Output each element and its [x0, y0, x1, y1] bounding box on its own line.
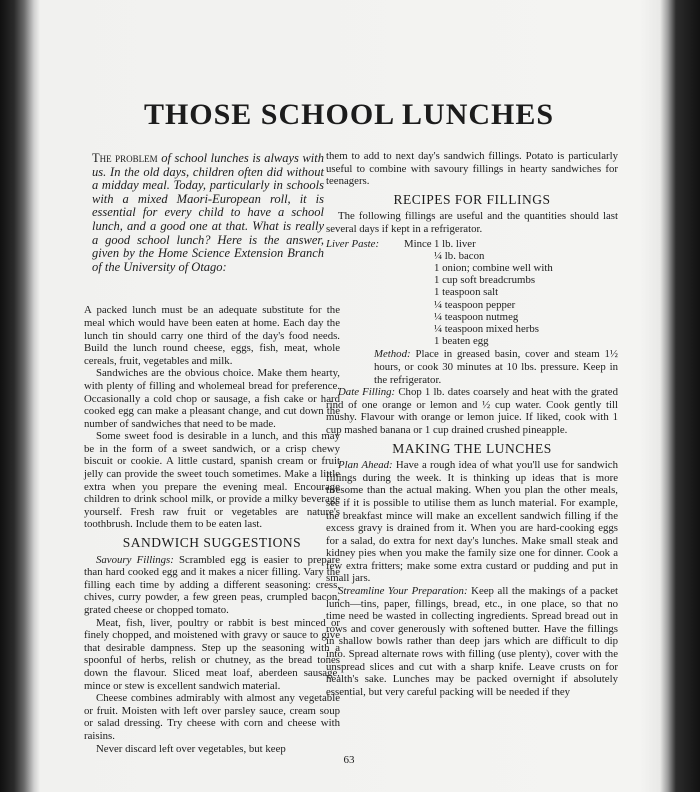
body-paragraph: Sandwiches are the obvious choice. Make them hearty, with plenty of filling and wholemeal bread for preference. Occasionally a cold chop or sausage, a fish cake or hard cooked egg can make a pleasant change, and cut down the number of sandwiches that need to be made.	[84, 367, 340, 430]
ingredient: 1 cup soft breadcrumbs	[434, 274, 536, 287]
heading-recipes-for-fillings: RECIPES FOR FILLINGS	[393, 191, 551, 207]
body-paragraph: A packed lunch must be an adequate substitute for the meal which would have been eaten at home. Each day the lunch tin should carry one third of the day's food needs. Build the lunch round cheese, eggs, fish, meat, whole cereals, fruit, vegetables and milk.	[84, 304, 340, 367]
date-filling-label: Date Filling:	[338, 386, 396, 399]
ingredient: ¼ lb. bacon	[434, 249, 485, 262]
streamline-label: Streamline Your Preparation:	[338, 585, 468, 598]
method-label: Method:	[374, 348, 411, 361]
page-number: 63	[343, 754, 355, 766]
body-paragraph: Meat, fish, liver, poultry or rabbit is best minced or finely chopped, and moistened with gravy or sauce to give that desirable dampness. Step up the seasoning with a spoonful of herbs, relish or chutney, as the bread tones down the flavour. Sliced meat loaf, aberdeen sausage, mince or stew is excellent sandwich material.	[84, 616, 340, 692]
savoury-paragraph	[84, 554, 340, 617]
fillings-intro: The following fillings are useful and the quantities should last several days if kept in a refrigerator.	[326, 210, 618, 235]
streamline-paragraph	[326, 585, 618, 698]
ingredient: ¼ teaspoon mixed herbs	[434, 322, 539, 335]
ingredient: 1 beaten egg	[434, 335, 489, 348]
body-paragraph: Never discard left over vegetables, but keep	[96, 742, 286, 755]
book-page	[34, 0, 664, 792]
body-paragraph: Some sweet food is desirable in a lunch, and this may be in the form of a sweet sandwich, or a crisp chewy biscuit or cookie. A little custard, spanish cream or fruit jelly can provide the sweet touch sometimes. Make a little extra when you prepare the evening meal. Encourage children to drink school milk, or provide a milky beverage yourself. Fresh raw fruit or vegetables are nature's toothbrush. Include them to be eaten last.	[84, 430, 340, 531]
ingredient: ¼ teaspoon nutmeg	[434, 310, 519, 323]
left-column	[84, 150, 340, 755]
heading-sandwich-suggestions: SANDWICH SUGGESTIONS	[122, 535, 302, 551]
body-paragraph: Cheese combines admirably with almost any vegetable or fruit. Moisten with left over parsley sauce, cream soup or salad dressing. Try cheese with corn and cheese with raisins.	[84, 692, 340, 742]
liver-paste-recipe	[326, 238, 618, 348]
savoury-label: Savoury Fillings:	[96, 553, 174, 566]
method-paragraph	[326, 348, 618, 386]
ingredient: ¼ teaspoon pepper	[434, 298, 516, 311]
plan-ahead-paragraph	[326, 459, 618, 585]
plan-ahead-text: Have a rough idea of what you'll use for sandwich fillings during the week. It is thinking up ideas that is more tiresome than the actual making. When you plan the other meals, see if it is possible to utilise them as lunch material. For example, the breakfast mince will make an excellent sandwich filling if the excess gravy is drained from it. When you are hard-cooking eggs for a salad, do extra for next day's lunches. Make small steak and kidney pies when you make the family size one for dinner. Cook a few extra fritters; make some extra custard or pudding and put in small jars.	[326, 459, 618, 585]
page-title: THOSE SCHOOL LUNCHES	[143, 98, 555, 131]
ingredient-list	[434, 238, 610, 348]
liver-paste-label: Liver Paste:	[326, 237, 380, 250]
ingredient: 1 onion; combine well with	[434, 261, 553, 274]
intro-lead: The problem	[92, 151, 158, 165]
right-column	[326, 150, 618, 698]
date-filling-text: Chop 1 lb. dates coarsely and heat with the grated rind of one orange or lemon and ½ cup water. Cook gently till mushy. Flavour with orange or lemon juice. If liked, cook with 1 cup mashed banana or 1 cup drained crushed pineapple.	[326, 386, 618, 436]
date-filling-paragraph	[326, 386, 618, 436]
heading-making-the-lunches: MAKING THE LUNCHES	[392, 440, 552, 456]
savoury-text: Scrambled egg is easier to prepare than hard cooked egg and it makes a nicer filling. Vary the filling each time by adding a different seasoning: cress, chives, curry powder, a few green peas, crumpled bacon, grated cheese or chopped tomato.	[84, 553, 340, 616]
mince-word: Mince	[404, 237, 432, 250]
streamline-text: Keep all the makings of a packet lunch—tins, paper, fillings, bread, etc., in one place, so that no time need be wasted in collecting ingredients. Spread bread out in rows and cover generously with softened butter. Have the fillings in shallow bowls rather than deep jars which are difficult to dip into. Spread alternate rows with filling (use plenty), cover with the unspread slices and cut with a sharp knife. Leave crusts on for health's sake. Lunches may be packed overnight if absolutely essential, but very careful packing will be needed if they	[326, 585, 619, 698]
plan-ahead-label: Plan Ahead:	[338, 459, 393, 472]
ingredient: 1 teaspoon salt	[434, 286, 499, 299]
intro-paragraph	[84, 152, 340, 274]
continued-paragraph: them to add to next day's sandwich fillings. Potato is particularly useful to combine with savoury fillings in hearty sandwiches for teenagers.	[326, 150, 618, 188]
ingredient: 1 lb. liver	[434, 237, 476, 250]
method-text: Place in greased basin, cover and steam 1½ hours, or cook 30 minutes at 10 lbs. pressure. Keep in the refrigerator.	[374, 348, 618, 386]
intro-text: of school lunches is always with us. In the old days, children often did without a midday meal. Today, particularly in schools with a mixed Maori-European roll, it is essential for every child to have a school lunch, and a good one at that. What is really a good school lunch? Here is the answer, given by the Home Science Extension Branch of the University of Otago:	[92, 151, 324, 274]
